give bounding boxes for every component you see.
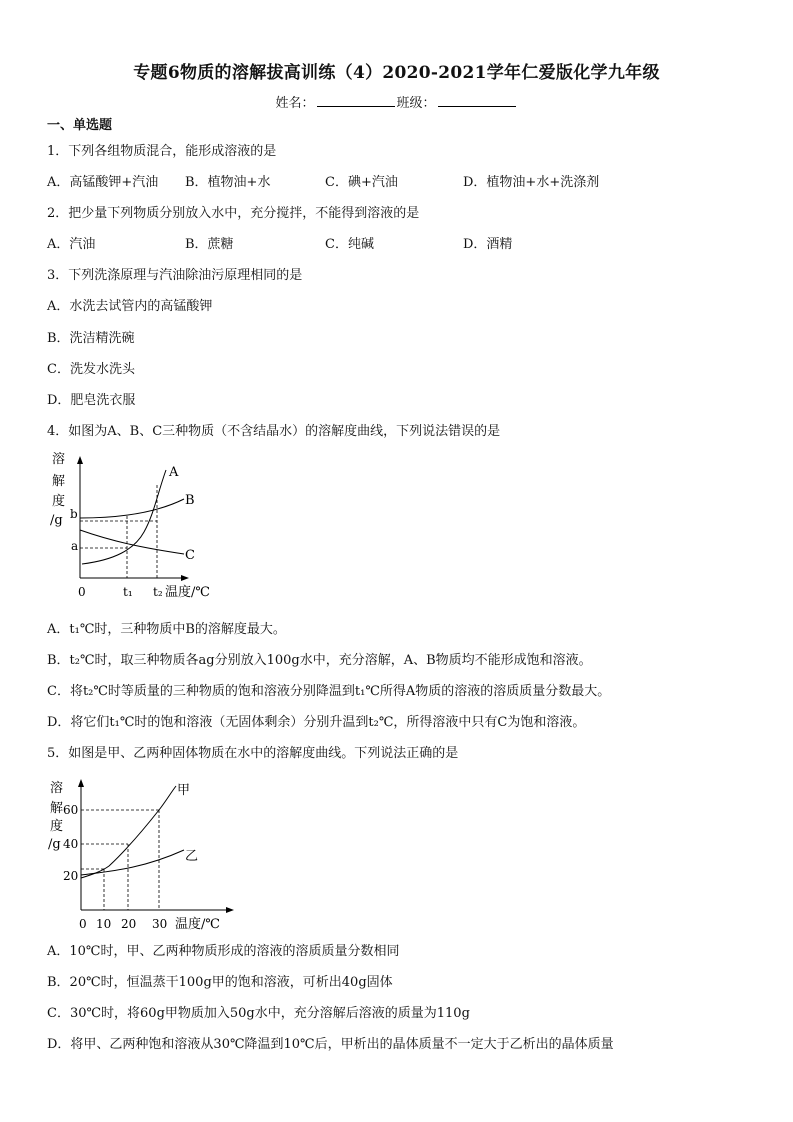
y-tick-40: 40 (63, 837, 79, 851)
y-label-3: 度 (52, 494, 66, 509)
curve-label-c: C (185, 548, 195, 563)
x-axis-label: 温度/℃ (165, 585, 210, 600)
q1-option-a[interactable]: A．高锰酸钾+汽油 (47, 175, 159, 190)
y-label-4: /g (50, 513, 63, 528)
y-tick-60: 60 (63, 803, 79, 817)
question-3-stem: 3．下列洗涤原理与汽油除油污原理相同的是 (47, 268, 303, 283)
curve-label-a: A (169, 465, 179, 480)
class-blank[interactable] (438, 94, 516, 107)
x-tick-t1: t₁ (123, 585, 133, 599)
question-1-stem: 1．下列各组物质混合，能形成溶液的是 (47, 144, 277, 159)
q4-option-b[interactable]: B．t₂℃时，取三种物质各ag分别放入100g水中，充分溶解，A、B物质均不能形成饱和溶液。 (47, 653, 592, 668)
y-tick-a: a (71, 539, 79, 553)
curve-c (80, 530, 184, 554)
page-title: 专题6物质的溶解拔高训练（4）2020-2021学年仁爱版化学九年级 (133, 63, 660, 83)
x-tick-10: 10 (96, 917, 112, 931)
q3-option-a[interactable]: A．水洗去试管内的高锰酸钾 (47, 299, 213, 314)
x-tick-30: 30 (152, 917, 168, 931)
class-label: 班级： (396, 96, 436, 111)
curve-yi (81, 850, 184, 875)
x-tick-t2: t₂ (153, 585, 163, 599)
solubility-chart-jia-yi (44, 774, 244, 934)
y-tick-b: b (70, 507, 78, 521)
q3-option-d[interactable]: D．肥皂洗衣服 (47, 393, 136, 408)
q3-option-b[interactable]: B．洗洁精洗碗 (47, 331, 135, 346)
section-heading: 一、单选题 (47, 118, 113, 133)
question-4-stem: 4．如图为A、B、C三种物质（不含结晶水）的溶解度曲线，下列说法错误的是 (47, 424, 501, 439)
q5-option-d[interactable]: D．将甲、乙两种饱和溶液从30℃降温到10℃后，甲析出的晶体质量不一定大于乙析出的晶体质量 (47, 1037, 614, 1052)
y-label-4: /g (48, 837, 61, 852)
y-label-2: 解 (52, 474, 66, 489)
question-2-stem: 2．把少量下列物质分别放入水中，充分搅拌，不能得到溶液的是 (47, 206, 420, 221)
q2-option-b[interactable]: B．蔗糖 (185, 237, 234, 252)
q2-option-a[interactable]: A．汽油 (47, 237, 96, 252)
x-axis-arrow (181, 575, 189, 581)
q1-option-b[interactable]: B．植物油+水 (185, 175, 271, 190)
y-label-1: 溶 (52, 452, 66, 467)
curve-b (80, 499, 184, 518)
y-axis-arrow (77, 456, 83, 464)
q1-option-c[interactable]: C．碘+汽油 (325, 175, 398, 190)
y-tick-20: 20 (63, 869, 79, 883)
q3-option-c[interactable]: C．洗发水洗头 (47, 362, 135, 377)
q5-option-a[interactable]: A．10℃时，甲、乙两种物质形成的溶液的溶质质量分数相同 (47, 944, 400, 959)
y-label-3: 度 (50, 819, 64, 834)
question-5-stem: 5．如图是甲、乙两种固体物质在水中的溶解度曲线。下列说法正确的是 (47, 746, 459, 761)
q4-option-d[interactable]: D．将它们t₁℃时的饱和溶液（无固体剩余）分别升温到t₂℃，所得溶液中只有C为饱和溶液。 (47, 715, 586, 730)
solubility-chart-abc (44, 452, 224, 604)
student-info (0, 92, 793, 111)
curve-label-jia: 甲 (177, 783, 191, 798)
q2-option-c[interactable]: C．纯碱 (325, 237, 374, 252)
curve-label-yi: 乙 (185, 849, 199, 864)
name-label: 姓名： (275, 96, 315, 111)
x-axis-arrow (226, 907, 234, 913)
x-axis-label: 温度/℃ (175, 917, 220, 932)
q4-option-a[interactable]: A．t₁℃时，三种物质中B的溶解度最大。 (47, 622, 286, 637)
q2-option-d[interactable]: D．酒精 (463, 237, 513, 252)
q4-option-c[interactable]: C．将t₂℃时等质量的三种物质的饱和溶液分别降温到t₁℃所得A物质的溶液的溶质质量分数最大。 (47, 684, 611, 699)
y-label-2: 解 (50, 801, 64, 816)
curve-a (82, 470, 166, 564)
q5-option-c[interactable]: C．30℃时，将60g甲物质加入50g水中，充分溶解后溶液的质量为110g (47, 1006, 470, 1021)
y-axis-arrow (78, 779, 84, 787)
curve-jia (81, 786, 176, 878)
q1-option-d[interactable]: D．植物油+水+洗涤剂 (463, 175, 600, 190)
x-tick-20: 20 (121, 917, 137, 931)
x-origin: 0 (78, 585, 86, 599)
q5-option-b[interactable]: B．20℃时，恒温蒸干100g甲的饱和溶液，可析出40g固体 (47, 975, 393, 990)
y-label-1: 溶 (50, 781, 64, 796)
curve-label-b: B (185, 493, 195, 508)
name-blank[interactable] (317, 94, 395, 107)
x-tick-0: 0 (79, 917, 87, 931)
